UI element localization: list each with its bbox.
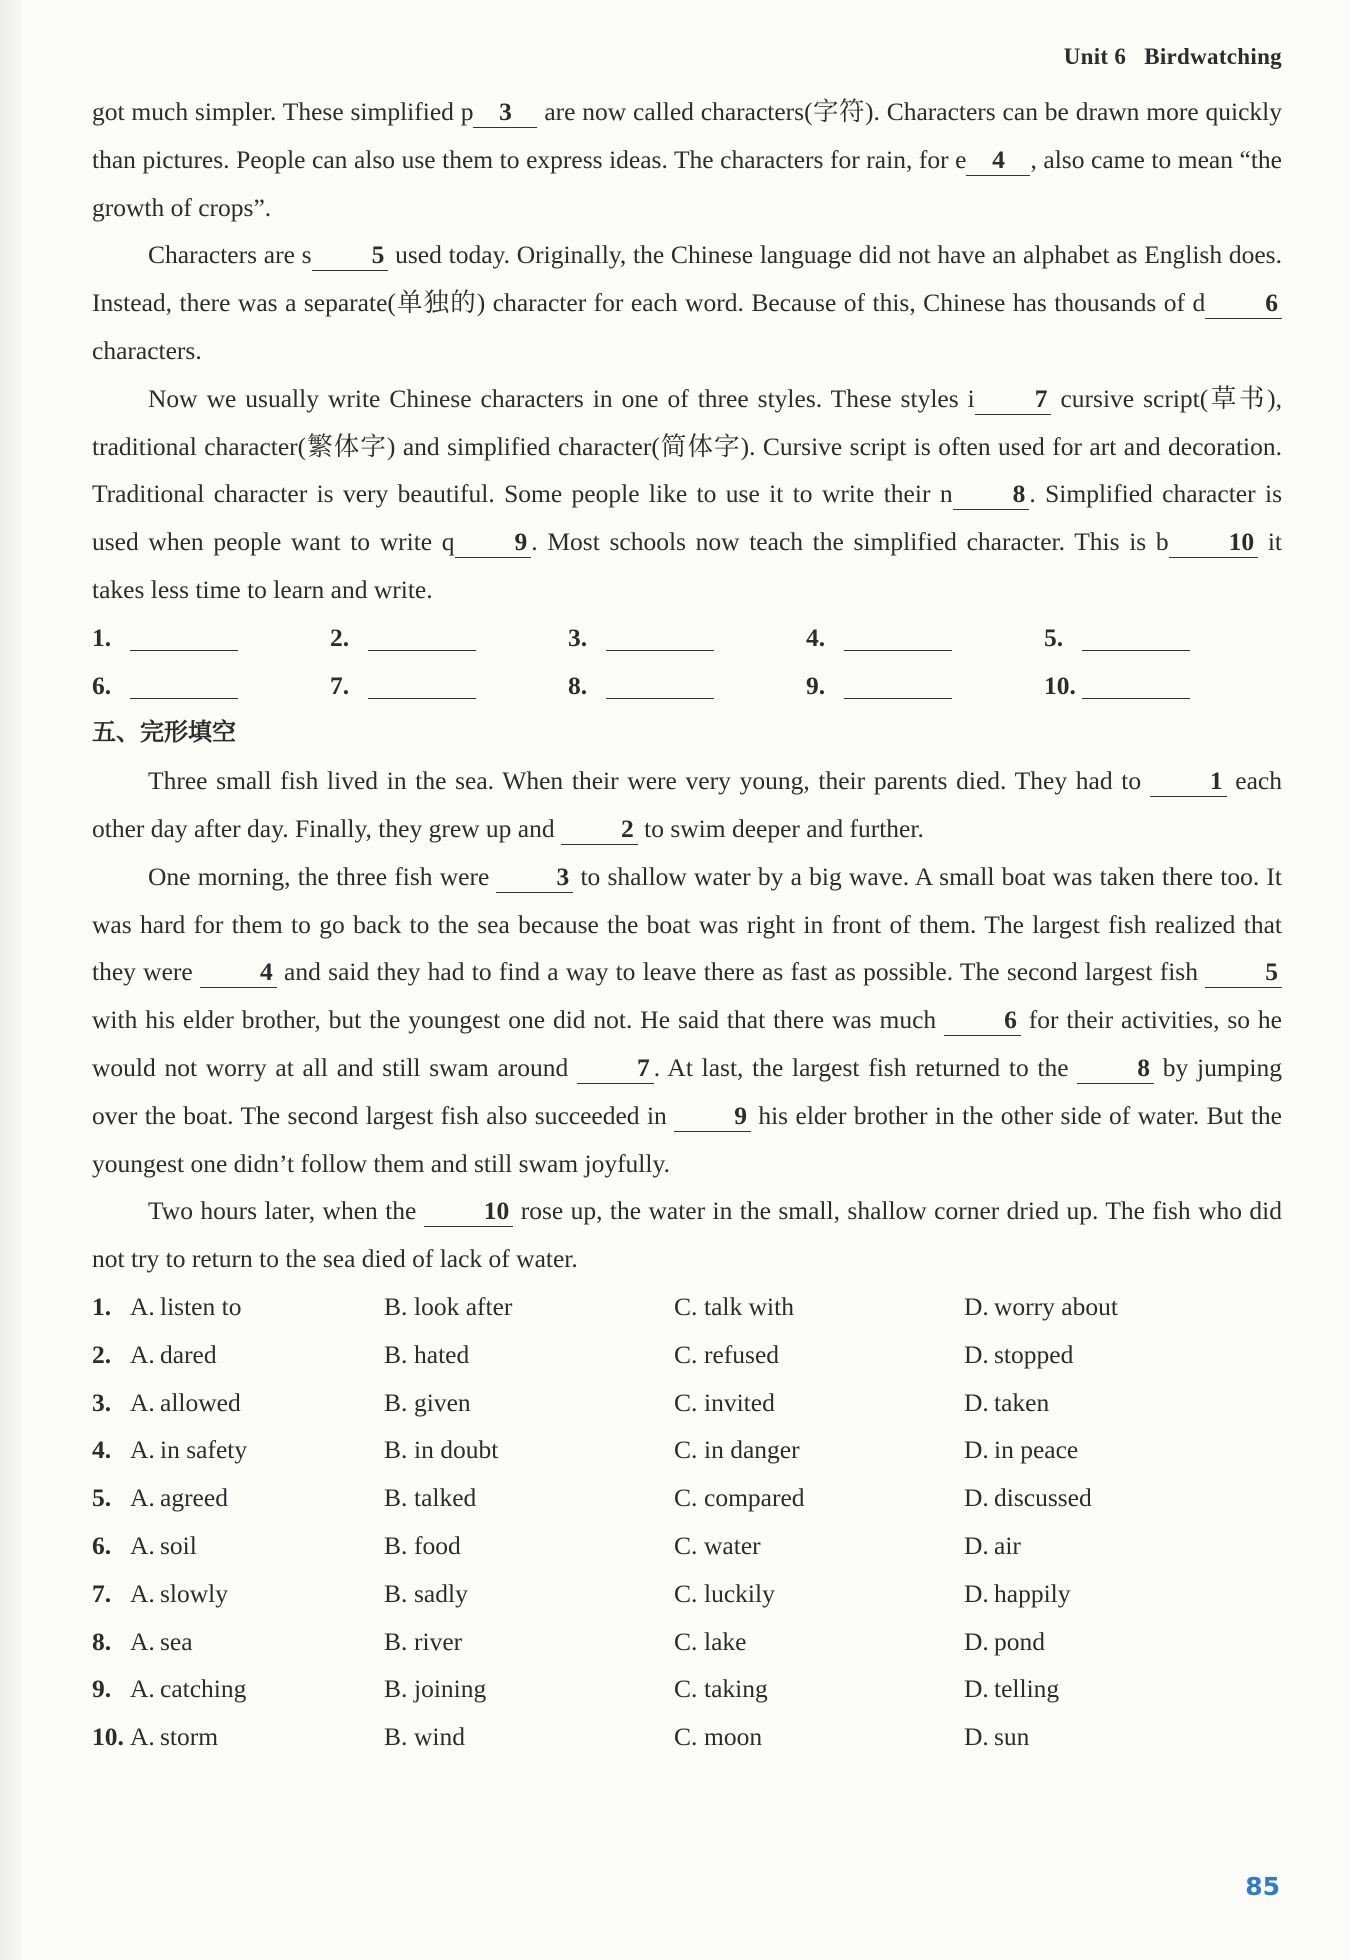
option-choice-b[interactable] [384, 1283, 674, 1331]
answer-number: 1. [92, 622, 112, 652]
page-edge-shadow [0, 0, 22, 1960]
option-text: air [994, 1530, 1021, 1560]
cloze-text: his elder brother in the other side of water. But the youngest one didn’t follow them and still swam joyfully. [92, 1100, 1282, 1178]
option-choice-a[interactable] [130, 1426, 384, 1474]
cloze-blank-6: 6 [944, 1005, 1021, 1036]
option-letter: B. [384, 1674, 408, 1704]
option-text: storm [160, 1722, 219, 1752]
option-choice-d[interactable] [964, 1283, 1164, 1331]
option-letter: B. [384, 1483, 408, 1513]
blank-8: 8 [953, 479, 1030, 510]
option-choice-a[interactable] [130, 1283, 384, 1331]
answer-number: 9. [806, 670, 826, 700]
cloze-text: Two hours later, when the [148, 1196, 424, 1226]
blank-5: 5 [312, 240, 389, 271]
option-text: catching [160, 1674, 247, 1704]
option-text: sadly [414, 1578, 468, 1608]
cloze-paragraph [92, 1187, 1282, 1283]
unit-label: Unit 6 [1063, 44, 1127, 69]
option-text: agreed [160, 1483, 228, 1513]
option-question-number: 2. [92, 1339, 112, 1369]
cloze-blank-1: 1 [1150, 766, 1227, 797]
option-choice-c[interactable] [674, 1426, 964, 1474]
option-letter: C. [674, 1578, 698, 1608]
option-letter: D. [964, 1291, 989, 1321]
page-content [92, 88, 1282, 1761]
option-choice-a[interactable] [130, 1713, 384, 1761]
option-choice-d[interactable] [964, 1522, 1164, 1570]
answer-line[interactable] [1082, 672, 1190, 699]
option-letter: B. [384, 1530, 408, 1560]
passage-text: Now we usually write Chinese characters in one of three styles. These styles i [148, 383, 975, 413]
option-choice-b[interactable] [384, 1618, 674, 1666]
option-text: wind [414, 1722, 465, 1752]
answer-number: 7. [330, 670, 350, 700]
cloze-text: to swim deeper and further. [637, 813, 924, 843]
option-text: hated [414, 1339, 470, 1369]
option-letter: C. [674, 1722, 698, 1752]
option-text: in peace [994, 1435, 1079, 1465]
option-row [92, 1474, 1282, 1522]
option-choice-d[interactable] [964, 1474, 1164, 1522]
option-text: taken [994, 1387, 1050, 1417]
cloze-blank-5: 5 [1205, 957, 1282, 988]
option-letter: B. [384, 1722, 408, 1752]
option-choice-b[interactable] [384, 1713, 674, 1761]
option-text: invited [704, 1387, 775, 1417]
option-choice-d[interactable] [964, 1331, 1164, 1379]
option-letter: B. [384, 1339, 408, 1369]
answer-line[interactable] [1082, 624, 1190, 651]
option-choice-c[interactable] [674, 1379, 964, 1427]
option-letter: C. [674, 1674, 698, 1704]
option-text: listen to [160, 1291, 242, 1321]
cloze-text: with his elder brother, but the youngest one did not. He said that there was much [92, 1005, 945, 1035]
passage-paragraph [92, 231, 1282, 374]
option-text: stopped [994, 1339, 1074, 1369]
option-letter: D. [964, 1435, 989, 1465]
answer-row [92, 662, 1282, 710]
option-row [92, 1379, 1282, 1427]
answer-line[interactable] [606, 624, 714, 651]
option-row [92, 1665, 1282, 1713]
option-choice-d[interactable] [964, 1618, 1164, 1666]
option-letter: C. [674, 1483, 698, 1513]
option-letter: C. [674, 1387, 698, 1417]
option-letter: C. [674, 1626, 698, 1656]
option-choice-b[interactable] [384, 1331, 674, 1379]
answer-number: 2. [330, 622, 350, 652]
option-row [92, 1426, 1282, 1474]
blank-3: 3 [473, 97, 537, 128]
option-letter: A. [130, 1722, 155, 1752]
option-text: compared [704, 1483, 805, 1513]
blank-9: 9 [455, 527, 532, 558]
option-text: taking [704, 1674, 768, 1704]
answer-slot [806, 614, 1044, 662]
answer-number: 3. [568, 622, 588, 652]
option-letter: A. [130, 1435, 155, 1465]
blank-6: 6 [1205, 288, 1282, 319]
option-choice-c[interactable] [674, 1618, 964, 1666]
option-letter: D. [964, 1339, 989, 1369]
answer-slot [92, 614, 330, 662]
option-text: sea [160, 1626, 193, 1656]
option-letter: B. [384, 1578, 408, 1608]
passage-text: got much simpler. These simplified p [92, 97, 474, 126]
option-letter: A. [130, 1626, 155, 1656]
option-row [92, 1522, 1282, 1570]
option-letter: A. [130, 1530, 155, 1560]
cloze-blank-3: 3 [496, 862, 573, 893]
answer-number: 6. [92, 670, 112, 700]
option-text: moon [704, 1722, 763, 1752]
option-letter: D. [964, 1674, 989, 1704]
passage-text: . Simplified character is used when people want to write q [92, 479, 1282, 557]
option-question-number: 10. [92, 1722, 124, 1752]
option-text: pond [994, 1626, 1045, 1656]
option-text: lake [704, 1626, 747, 1656]
answer-line[interactable] [606, 672, 714, 699]
answer-number: 5. [1044, 622, 1064, 652]
answer-line[interactable] [844, 624, 952, 651]
blank-7: 7 [975, 384, 1052, 415]
option-letter: A. [130, 1387, 155, 1417]
option-choice-a[interactable] [130, 1665, 384, 1713]
option-question-number: 4. [92, 1435, 112, 1465]
option-choice-c[interactable] [674, 1665, 964, 1713]
answer-line[interactable] [130, 672, 238, 699]
option-text: allowed [160, 1387, 241, 1417]
option-choice-b[interactable] [384, 1570, 674, 1618]
option-letter: D. [964, 1578, 989, 1608]
option-question-number: 1. [92, 1291, 112, 1321]
option-letter: D. [964, 1626, 989, 1656]
option-text: sun [994, 1722, 1030, 1752]
running-header [1064, 44, 1282, 70]
option-letter: C. [674, 1339, 698, 1369]
option-text: river [414, 1626, 463, 1656]
option-row [92, 1331, 1282, 1379]
answer-number: 4. [806, 622, 826, 652]
option-text: telling [994, 1674, 1060, 1704]
answer-slot [1044, 662, 1282, 710]
option-choice-a[interactable] [130, 1522, 384, 1570]
cloze-text: . At last, the largest fish returned to the [653, 1052, 1078, 1082]
option-text: given [414, 1387, 471, 1417]
option-text: luckily [704, 1578, 775, 1608]
option-row [92, 1618, 1282, 1666]
cloze-paragraph [92, 757, 1282, 853]
cloze-text: and said they had to find a way to leave there as fast as possible. The second largest fish [276, 957, 1206, 987]
option-question-number: 9. [92, 1674, 112, 1704]
passage-text: used today. Originally, the Chinese language did not have an alphabet as English does. Instead, there was a separate(单独的) character for each word. Because of this, Chinese has thousands of d [92, 240, 1282, 318]
blank-4: 4 [966, 145, 1030, 176]
option-letter: B. [384, 1291, 408, 1321]
cloze-blank-7: 7 [577, 1053, 654, 1084]
option-choice-b[interactable] [384, 1665, 674, 1713]
answer-line[interactable] [844, 672, 952, 699]
option-letter: D. [964, 1387, 989, 1417]
option-question-number: 3. [92, 1387, 112, 1417]
option-question-number: 6. [92, 1530, 112, 1560]
option-choice-b[interactable] [384, 1474, 674, 1522]
cloze-text: Three small fish lived in the sea. When their were very young, their parents died. They had to [148, 766, 1150, 796]
option-text: water [704, 1530, 761, 1560]
option-choice-b[interactable] [384, 1379, 674, 1427]
option-question-number: 5. [92, 1483, 112, 1513]
cloze-blank-2: 2 [561, 814, 638, 845]
option-choice-a[interactable] [130, 1331, 384, 1379]
option-text: joining [414, 1674, 487, 1704]
option-letter: C. [674, 1530, 698, 1560]
answer-slot [568, 614, 806, 662]
option-letter: A. [130, 1291, 155, 1321]
answer-slot [330, 662, 568, 710]
answer-line[interactable] [368, 624, 476, 651]
option-text: worry about [994, 1291, 1118, 1321]
cloze-text: by jumping over the boat. The second largest fish also succeeded in [92, 1052, 1282, 1130]
option-letter: C. [674, 1291, 698, 1321]
section-title: 五、完形填空 [92, 718, 236, 747]
answer-slot [568, 662, 806, 710]
passage-text: , also came to mean “the growth of crops”. [92, 144, 1282, 222]
option-text: discussed [994, 1483, 1092, 1513]
passage-text: . Most schools now teach the simplified character. This is b [531, 527, 1169, 557]
option-letter: D. [964, 1530, 989, 1560]
option-choice-b[interactable] [384, 1522, 674, 1570]
option-choice-c[interactable] [674, 1331, 964, 1379]
blank-10: 10 [1169, 527, 1259, 558]
cloze-text: One morning, the three fish were [148, 861, 497, 891]
cloze-blank-8: 8 [1077, 1053, 1154, 1084]
option-letter: A. [130, 1578, 155, 1608]
passage-text: Characters are s [148, 240, 312, 270]
option-choice-d[interactable] [964, 1570, 1164, 1618]
option-choice-c[interactable] [674, 1283, 964, 1331]
cloze-text: each other day after day. Finally, they grew up and [92, 766, 1282, 843]
option-letter: D. [964, 1483, 989, 1513]
option-question-number: 8. [92, 1626, 112, 1656]
option-text: happily [994, 1578, 1071, 1608]
answer-line[interactable] [368, 672, 476, 699]
option-text: in danger [704, 1435, 800, 1465]
cloze-text: for their activities, so he would not worry at all and still swam around [92, 1005, 1282, 1082]
unit-title: Birdwatching [1144, 44, 1282, 69]
option-letter: A. [130, 1339, 155, 1369]
passage-text: cursive script(草书), traditional character(繁体字) and simplified character(简体字). Cursive script is often used for art and decoration. Traditional character is very beautiful. Some people like to use it to write their n [92, 383, 1282, 509]
option-letter: A. [130, 1674, 155, 1704]
option-text: food [414, 1530, 461, 1560]
answer-number: 8. [568, 670, 588, 700]
answer-slot [330, 614, 568, 662]
option-choice-d[interactable] [964, 1665, 1164, 1713]
page-number: 85 [1245, 1872, 1280, 1901]
option-letter: C. [674, 1435, 698, 1465]
option-text: in safety [160, 1435, 248, 1465]
cloze-blank-10: 10 [424, 1196, 514, 1227]
option-text: in doubt [414, 1435, 499, 1465]
option-choice-d[interactable] [964, 1379, 1164, 1427]
option-choice-a[interactable] [130, 1570, 384, 1618]
answer-number: 10. [1044, 670, 1076, 700]
cloze-blank-9: 9 [674, 1101, 751, 1132]
option-letter: B. [384, 1435, 408, 1465]
option-letter: B. [384, 1626, 408, 1656]
option-text: look after [414, 1291, 513, 1321]
option-text: talked [414, 1483, 477, 1513]
option-letter: B. [384, 1387, 408, 1417]
passage-text: characters. [92, 335, 202, 365]
option-row [92, 1713, 1282, 1761]
cloze-paragraph [92, 853, 1282, 1188]
answer-line[interactable] [130, 624, 238, 651]
option-text: dared [160, 1339, 217, 1369]
option-text: soil [160, 1530, 197, 1560]
option-choice-a[interactable] [130, 1618, 384, 1666]
passage-paragraph [92, 375, 1282, 614]
passage-paragraph [92, 88, 1282, 231]
option-choice-a[interactable] [130, 1379, 384, 1427]
answer-slot [806, 662, 1044, 710]
option-letter: D. [964, 1722, 989, 1752]
answer-slot [1044, 614, 1282, 662]
option-choice-d[interactable] [964, 1426, 1164, 1474]
option-choice-c[interactable] [674, 1713, 964, 1761]
cloze-text: rose up, the water in the small, shallow corner dried up. The fish who did not try to return to the sea died of lack of water. [92, 1196, 1282, 1274]
option-row [92, 1283, 1282, 1331]
option-text: slowly [160, 1578, 229, 1608]
option-list [92, 1283, 1282, 1761]
cloze-blank-4: 4 [200, 957, 277, 988]
option-choice-c[interactable] [674, 1474, 964, 1522]
option-choice-c[interactable] [674, 1522, 964, 1570]
cloze-text: to shallow water by a big wave. A small boat was taken there too. It was hard for them to go back to the sea because the boat was right in front of them. The largest fish realized that they were [92, 861, 1282, 987]
option-choice-a[interactable] [130, 1474, 384, 1522]
option-choice-b[interactable] [384, 1426, 674, 1474]
option-choice-d[interactable] [964, 1713, 1164, 1761]
answer-slot [92, 662, 330, 710]
option-row [92, 1570, 1282, 1618]
option-letter: A. [130, 1483, 155, 1513]
passage-text: it takes less time to learn and write. [92, 527, 1282, 604]
passage-text: are now called characters(字符). Characters can be drawn more quickly than pictures. People can also use them to express ideas. The characters for rain, for e [92, 97, 1282, 174]
option-question-number: 7. [92, 1578, 112, 1608]
option-choice-c[interactable] [674, 1570, 964, 1618]
option-text: refused [704, 1339, 780, 1369]
option-text: talk with [704, 1291, 794, 1321]
answer-row [92, 614, 1282, 662]
